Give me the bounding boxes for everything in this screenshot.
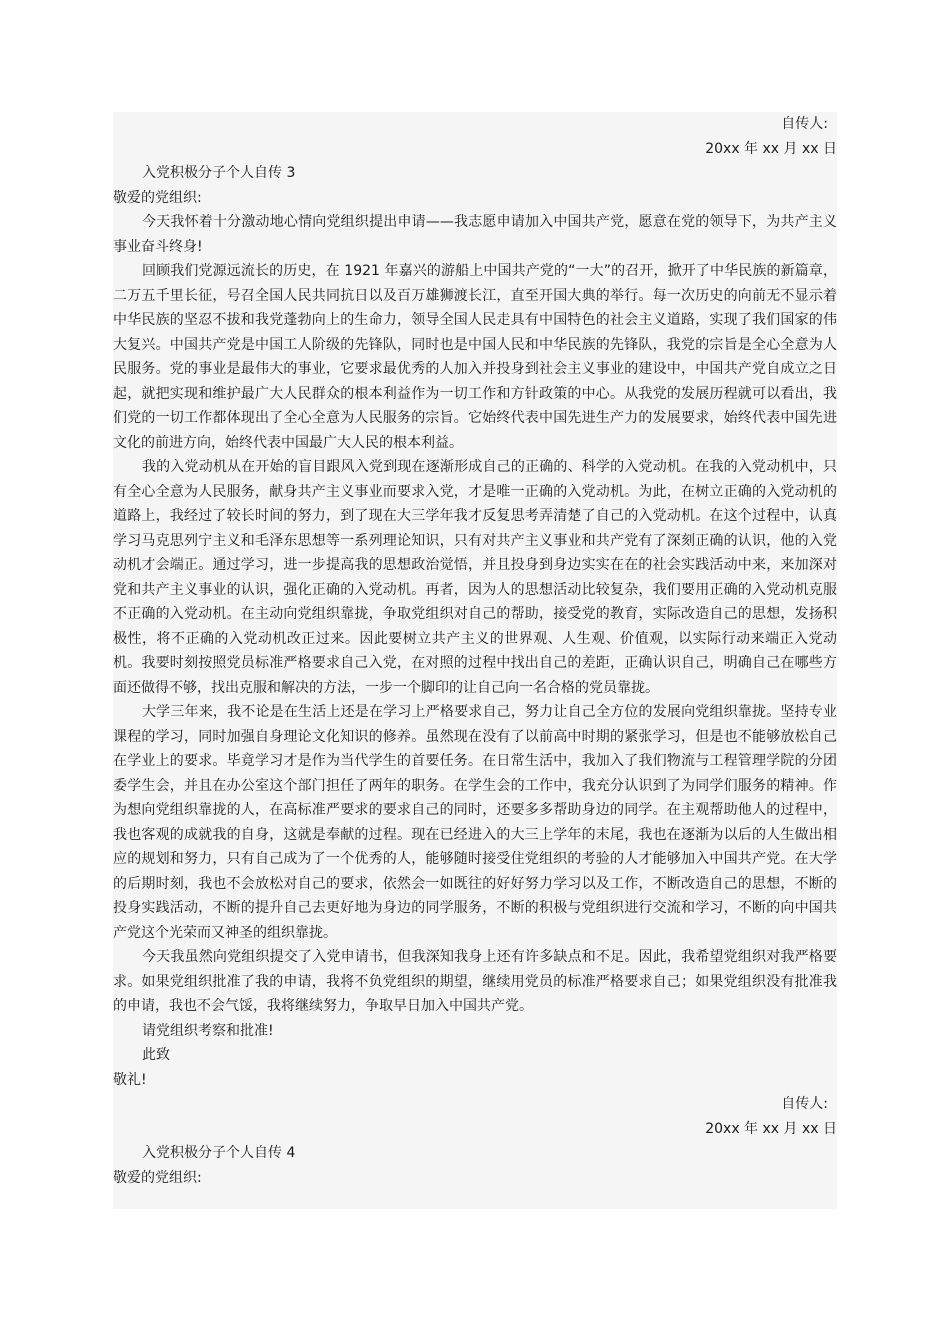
- closing-salute: 敬礼!: [113, 1071, 147, 1088]
- paragraph: 回顾我们党源远流长的历史，在 1921 年嘉兴的游船上中国共产党的“一大”的召开，掀开了中华民族的新篇章，二万五千里长征，号召全国人民共同抗日以及百万雄狮渡长江，直至开国大典的举行。每一次历史的向前无不显示着中华民族的坚忍不拔和我党蓬勃向上的生命力，领导全国人民走具有中国特色的社会主义道路，实现了我们国家的伟大复兴。中国共产党是中国工人阶级的先锋队，同时也是中国人民和中华民族的先锋队，我党的宗旨是全心全意为人民服务。党的事业是最伟大的事业，它要求最优秀的人加入并投身到社会主义事业的建设中，中国共产党自成立之日起，就把实现和维护最广大人民群众的根本利益作为一切工作和方针政策的中心。从我党的发展历程就可以看出，我们党的一切工作都体现出了全心全意为人民服务的宗旨。它始终代表中国先进生产力的发展要求，始终代表中国先进文化的前进方向，始终代表中国最广大人民的根本利益。: [113, 263, 837, 451]
- paragraph: 今天我怀着十分激动地心情向党组织提出申请——我志愿申请加入中国共产党，愿意在党的领导下，为共产主义事业奋斗终身!: [113, 214, 837, 255]
- paragraph: 大学三年来，我不论是在生活上还是在学习上严格要求自己，努力让自己全方位的发展向党组织靠拢。坚持专业课程的学习，同时加强自身理论文化知识的修养。虽然现在没有了以前高中时期的紧张学习，但是也不能够放松自己在学业上的要求。毕竟学习才是作为当代学生的首要任务。在日常生活中，我加入了我们物流与工程管理学院的分团委学生会，并且在办公室这个部门担任了两年的职务。在学生会的工作中，我充分认识到了为同学们服务的精神。作为想向党组织靠拢的人，在高标准严要求的要求自己的同时，还要多多帮助身边的同学。在主观帮助他人的过程中，我也客观的成就我的自身，这就是奉献的过程。现在已经进入的大三上学年的末尾，我也在逐渐为以后的人生做出相应的规划和努力，只有自己成为了一个优秀的人，能够随时接受住党组织的考验的人才能够加入中国共产党。在大学的后期时刻，我也不会放松对自己的要求，依然会一如既往的好好努力学习以及工作，不断改造自己的思想，不断的投身实践活动，不断的提升自己去更好地为身边的同学服务，不断的积极与党组织进行交流和学习，不断的向中国共产党这个光荣而又神圣的组织靠拢。: [113, 704, 837, 941]
- document-body: [113, 112, 837, 1209]
- paragraph: 今天我虽然向党组织提交了入党申请书，但我深知我身上还有许多缺点和不足。因此，我希望党组织对我严格要求。如果党组织批准了我的申请，我将不负党组织的期望，继续用党员的标准严格要求自己；如果党组织没有批准我的申请，我也不会气馁，我将继续努力，争取早日加入中国共产党。: [113, 949, 837, 1014]
- section-title: 入党积极分子个人自传 3: [142, 165, 296, 181]
- paragraph: 我的入党动机从在开始的盲目跟风入党到现在逐渐形成自己的正确的、科学的入党动机。在我的入党动机中，只有全心全意为人民服务，献身共产主义事业而要求入党，才是唯一正确的入党动机。为此，在树立正确的入党动机的道路上，我经过了较长时间的努力，到了现在大三学年我才反复思考弄清楚了自己的入党动机。在这个过程中，认真学习马克思列宁主义和毛泽东思想等一系列理论知识，只有对共产主义事业和共产党有了深刻正确的认识，他的入党动机才会端正。通过学习，进一步提高我的思想政治觉悟，并且投身到身边实实在在的社会实践活动中来，来加深对党和共产主义事业的认识，强化正确的入党动机。再者，因为人的思想活动比较复杂，我们要用正确的入党动机克服不正确的入党动机。在主动向党组织靠拢，争取党组织对自己的帮助，接受党的教育，实际改造自己的思想，发扬积极性，将不正确的入党动机改正过来。因此要树立共产主义的世界观、人生观、价值观，以实际行动来端正入党动机。我要时刻按照党员标准严格要求自己入党，在对照的过程中找出自己的差距，正确认识自己，明确自己在哪些方面还做得不够，找出克服和解决的方法，一步一个脚印的让自己向一名合格的党员靠拢。: [113, 459, 837, 696]
- signer-label: 自传人:: [781, 1096, 828, 1112]
- salutation: 敬爱的党组织:: [113, 1169, 202, 1186]
- section-title: 入党积极分子个人自传 4: [142, 1145, 296, 1161]
- signer-label: 自传人:: [781, 116, 828, 132]
- salutation: 敬爱的党组织:: [113, 189, 202, 206]
- date-line: 20xx 年 xx 月 xx 日: [705, 140, 837, 157]
- closing-request: 请党组织考察和批准!: [142, 1022, 274, 1039]
- closing-regards: 此致: [142, 1047, 170, 1063]
- date-line: 20xx 年 xx 月 xx 日: [705, 1120, 837, 1137]
